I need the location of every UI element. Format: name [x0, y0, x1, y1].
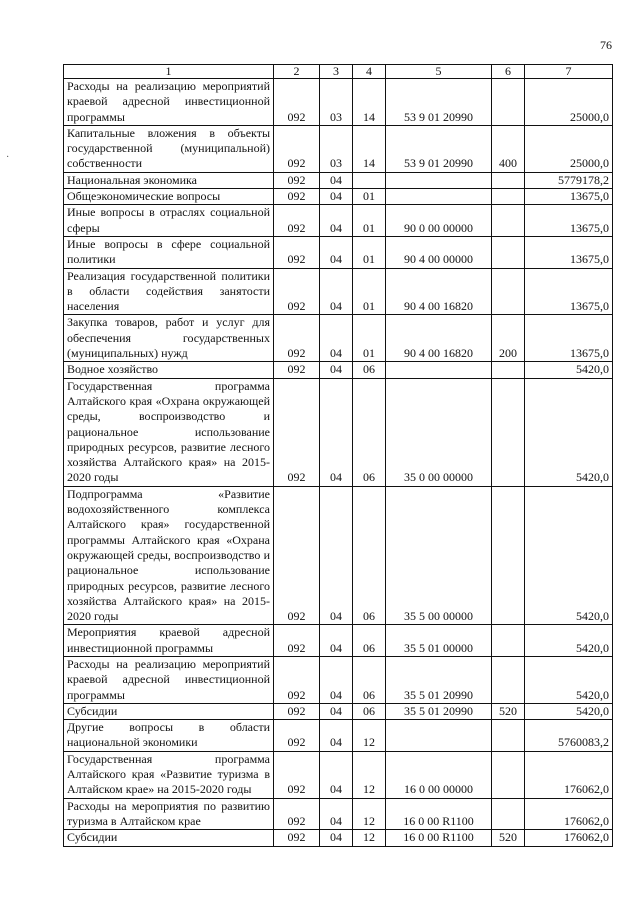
- table-row: [64, 378, 613, 486]
- expense-type-cell: [492, 720, 525, 752]
- target-article-cell: 16 0 00 R1100: [386, 798, 492, 830]
- target-article-cell: 35 5 01 00000: [386, 625, 492, 657]
- row-name-cell: Подпрограмма «Развитие водохозяйственного комплекса Алтайского края» государственной программы Алтайского края «Охрана окружающей среды, воспроизводство и рациональное использование природных ресурсов, развитие лесного хозяйства Алтайского края» на 2015-2020 годы: [64, 486, 274, 625]
- expense-type-cell: 520: [492, 703, 525, 719]
- section-code-cell: 04: [320, 751, 353, 798]
- dept-code-cell: 092: [274, 236, 320, 268]
- target-article-cell: 53 9 01 20990: [386, 125, 492, 172]
- expense-type-cell: 400: [492, 125, 525, 172]
- expense-type-cell: [492, 236, 525, 268]
- amount-cell: 13675,0: [525, 268, 613, 315]
- header-cell: 7: [525, 65, 613, 79]
- expense-type-cell: [492, 189, 525, 205]
- subsection-code-cell: 06: [353, 378, 386, 486]
- table-row: [64, 720, 613, 752]
- dept-code-cell: 092: [274, 125, 320, 172]
- dept-code-cell: 092: [274, 362, 320, 378]
- expense-type-cell: [492, 798, 525, 830]
- target-article-cell: [386, 172, 492, 188]
- subsection-code-cell: 06: [353, 362, 386, 378]
- subsection-code-cell: 14: [353, 79, 386, 126]
- stray-mark: ·: [6, 152, 10, 163]
- page-number: 76: [600, 38, 612, 52]
- header-cell: 5: [386, 65, 492, 79]
- budget-table: [63, 64, 613, 847]
- amount-cell: 5420,0: [525, 362, 613, 378]
- expense-type-cell: [492, 362, 525, 378]
- table-row: [64, 751, 613, 798]
- table-row: [64, 268, 613, 315]
- target-article-cell: 16 0 00 R1100: [386, 830, 492, 846]
- target-article-cell: [386, 189, 492, 205]
- dept-code-cell: 092: [274, 486, 320, 625]
- target-article-cell: 35 5 00 00000: [386, 486, 492, 625]
- target-article-cell: [386, 720, 492, 752]
- amount-cell: 5420,0: [525, 625, 613, 657]
- header-cell: 4: [353, 65, 386, 79]
- row-name-cell: Расходы на реализацию мероприятий краевой адресной инвестиционной программы: [64, 79, 274, 126]
- expense-type-cell: [492, 268, 525, 315]
- table-row: [64, 656, 613, 703]
- amount-cell: 5420,0: [525, 703, 613, 719]
- table-row: [64, 830, 613, 846]
- expense-type-cell: [492, 656, 525, 703]
- amount-cell: 5760083,2: [525, 720, 613, 752]
- row-name-cell: Государственная программа Алтайского края «Охрана окружающей среды, воспроизводство и рациональное использование природных ресурсов, развитие лесного хозяйства Алтайского края» на 2015-2020 годы: [64, 378, 274, 486]
- section-code-cell: 04: [320, 268, 353, 315]
- amount-cell: 5779178,2: [525, 172, 613, 188]
- expense-type-cell: [492, 172, 525, 188]
- amount-cell: 5420,0: [525, 656, 613, 703]
- row-name-cell: Капитальные вложения в объекты государственной (муниципальной) собственности: [64, 125, 274, 172]
- header-cell: 1: [64, 65, 274, 79]
- table-row: [64, 362, 613, 378]
- subsection-code-cell: 12: [353, 751, 386, 798]
- table-row: [64, 172, 613, 188]
- section-code-cell: 03: [320, 125, 353, 172]
- table-row: [64, 703, 613, 719]
- target-article-cell: 35 5 01 20990: [386, 703, 492, 719]
- expense-type-cell: [492, 486, 525, 625]
- subsection-code-cell: 06: [353, 656, 386, 703]
- dept-code-cell: 092: [274, 79, 320, 126]
- dept-code-cell: 092: [274, 378, 320, 486]
- section-code-cell: 04: [320, 189, 353, 205]
- section-code-cell: 04: [320, 172, 353, 188]
- row-name-cell: Субсидии: [64, 830, 274, 846]
- table-row: [64, 486, 613, 625]
- section-code-cell: 04: [320, 362, 353, 378]
- dept-code-cell: 092: [274, 189, 320, 205]
- amount-cell: 25000,0: [525, 79, 613, 126]
- row-name-cell: Водное хозяйство: [64, 362, 274, 378]
- row-name-cell: Общеэкономические вопросы: [64, 189, 274, 205]
- section-code-cell: 04: [320, 315, 353, 362]
- target-article-cell: 90 0 00 00000: [386, 205, 492, 237]
- table-row: [64, 236, 613, 268]
- section-code-cell: 04: [320, 486, 353, 625]
- table-row: [64, 315, 613, 362]
- row-name-cell: Закупка товаров, работ и услуг для обеспечения государственных (муниципальных) нужд: [64, 315, 274, 362]
- section-code-cell: 04: [320, 656, 353, 703]
- amount-cell: 5420,0: [525, 486, 613, 625]
- amount-cell: 13675,0: [525, 236, 613, 268]
- target-article-cell: 90 4 00 00000: [386, 236, 492, 268]
- row-name-cell: Субсидии: [64, 703, 274, 719]
- expense-type-cell: [492, 625, 525, 657]
- dept-code-cell: 092: [274, 205, 320, 237]
- expense-type-cell: [492, 378, 525, 486]
- subsection-code-cell: 01: [353, 236, 386, 268]
- dept-code-cell: 092: [274, 268, 320, 315]
- subsection-code-cell: 12: [353, 720, 386, 752]
- subsection-code-cell: 01: [353, 268, 386, 315]
- dept-code-cell: 092: [274, 720, 320, 752]
- subsection-code-cell: 12: [353, 798, 386, 830]
- section-code-cell: 04: [320, 378, 353, 486]
- table-row: [64, 79, 613, 126]
- row-name-cell: Другие вопросы в области национальной экономики: [64, 720, 274, 752]
- dept-code-cell: 092: [274, 751, 320, 798]
- target-article-cell: 35 5 01 20990: [386, 656, 492, 703]
- section-code-cell: 04: [320, 625, 353, 657]
- section-code-cell: 04: [320, 703, 353, 719]
- dept-code-cell: 092: [274, 172, 320, 188]
- target-article-cell: 90 4 00 16820: [386, 268, 492, 315]
- table-row: [64, 798, 613, 830]
- dept-code-cell: 092: [274, 798, 320, 830]
- target-article-cell: 53 9 01 20990: [386, 79, 492, 126]
- amount-cell: 5420,0: [525, 378, 613, 486]
- row-name-cell: Расходы на реализацию мероприятий краевой адресной инвестиционной программы: [64, 656, 274, 703]
- dept-code-cell: 092: [274, 656, 320, 703]
- expense-type-cell: [492, 751, 525, 798]
- amount-cell: 176062,0: [525, 751, 613, 798]
- header-cell: 3: [320, 65, 353, 79]
- amount-cell: 176062,0: [525, 830, 613, 846]
- table-row: [64, 125, 613, 172]
- row-name-cell: Иные вопросы в сфере социальной политики: [64, 236, 274, 268]
- row-name-cell: Расходы на мероприятия по развитию туризма в Алтайском крае: [64, 798, 274, 830]
- section-code-cell: 04: [320, 205, 353, 237]
- header-row: [64, 65, 613, 79]
- dept-code-cell: 092: [274, 830, 320, 846]
- subsection-code-cell: [353, 172, 386, 188]
- section-code-cell: 04: [320, 236, 353, 268]
- row-name-cell: Иные вопросы в отраслях социальной сферы: [64, 205, 274, 237]
- amount-cell: 13675,0: [525, 315, 613, 362]
- row-name-cell: Национальная экономика: [64, 172, 274, 188]
- target-article-cell: 16 0 00 00000: [386, 751, 492, 798]
- dept-code-cell: 092: [274, 315, 320, 362]
- row-name-cell: Мероприятия краевой адресной инвестиционной программы: [64, 625, 274, 657]
- expense-type-cell: [492, 79, 525, 126]
- expense-type-cell: 200: [492, 315, 525, 362]
- section-code-cell: 04: [320, 720, 353, 752]
- subsection-code-cell: 06: [353, 625, 386, 657]
- section-code-cell: 04: [320, 798, 353, 830]
- amount-cell: 13675,0: [525, 205, 613, 237]
- amount-cell: 13675,0: [525, 189, 613, 205]
- table-row: [64, 205, 613, 237]
- dept-code-cell: 092: [274, 625, 320, 657]
- header-cell: 6: [492, 65, 525, 79]
- table-row: [64, 625, 613, 657]
- section-code-cell: 04: [320, 830, 353, 846]
- row-name-cell: Реализация государственной политики в области содействия занятости населения: [64, 268, 274, 315]
- subsection-code-cell: 01: [353, 315, 386, 362]
- amount-cell: 176062,0: [525, 798, 613, 830]
- expense-type-cell: 520: [492, 830, 525, 846]
- subsection-code-cell: 01: [353, 189, 386, 205]
- subsection-code-cell: 14: [353, 125, 386, 172]
- target-article-cell: [386, 362, 492, 378]
- target-article-cell: 35 0 00 00000: [386, 378, 492, 486]
- subsection-code-cell: 01: [353, 205, 386, 237]
- row-name-cell: Государственная программа Алтайского края «Развитие туризма в Алтайском крае» на 2015-2020 годы: [64, 751, 274, 798]
- subsection-code-cell: 06: [353, 486, 386, 625]
- header-cell: 2: [274, 65, 320, 79]
- expense-type-cell: [492, 205, 525, 237]
- subsection-code-cell: 12: [353, 830, 386, 846]
- table-row: [64, 189, 613, 205]
- target-article-cell: 90 4 00 16820: [386, 315, 492, 362]
- amount-cell: 25000,0: [525, 125, 613, 172]
- dept-code-cell: 092: [274, 703, 320, 719]
- subsection-code-cell: 06: [353, 703, 386, 719]
- section-code-cell: 03: [320, 79, 353, 126]
